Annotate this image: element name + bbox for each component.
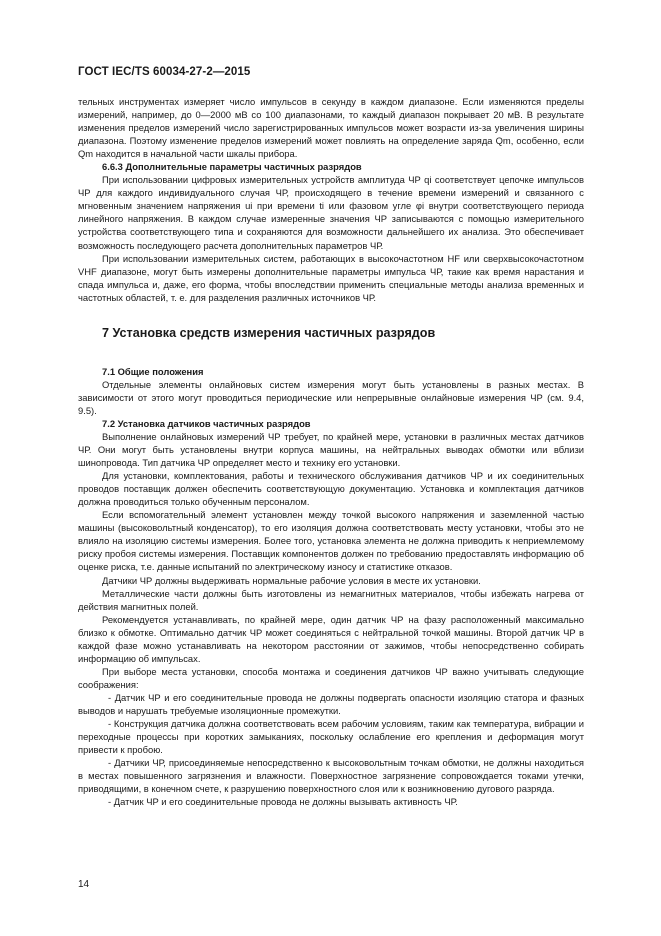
paragraph: Выполнение онлайновых измерений ЧР требует, по крайней мере, установки в различных местах датчиков ЧР. Они могут быть установлены внутри корпуса машины, на нейтральных выводах обмотки или вблизи шинопровода. Тип датчика ЧР определяет место и технику его установки.: [78, 430, 584, 469]
paragraph: Датчики ЧР должны выдерживать нормальные рабочие условия в месте их установки.: [102, 574, 481, 586]
list-item: - Датчик ЧР и его соединительные провода не должны подвергать опасности изоляцию статора и фазных выводов и нарушать требуемые изоляционные промежутки.: [78, 691, 584, 716]
list-item: - Датчик ЧР и его соединительные провода не должны вызывать активность ЧР.: [108, 796, 458, 808]
list-item: - Датчики ЧР, присоединяемые непосредственно к высоковольтным точкам обмотки, не должны находиться в местах повышенного загрязнения и влажности. Поверхностное загрязнение сопровождается токами утечки, приводящими, в конечном счете, к разрушению поверхностного слоя или к возникновению дугового разряда.: [78, 757, 584, 795]
section-6-6-3-heading: 6.6.3 Дополнительные параметры частичных разрядов: [102, 161, 362, 173]
paragraph: Рекомендуется устанавливать, по крайней мере, один датчик ЧР на фазу расположенный максимально близко к обмотке. Оптимально датчик ЧР может соединяться с нейтральной точкой машины. Второй датчик ЧР в каждой фазе можно устанавливать на некотором расстоянии от зажимов, чтобы непосредственно собирать информацию об импульсах.: [78, 613, 584, 664]
paragraph: При использовании цифровых измерительных устройств амплитуда ЧР qi соответствует цепочке импульсов ЧР для каждого индивидуального случая ЧР, происходящего в течение времени измерений и связанного с мгновенным значением напряжения ui при времени ti или фазовом угле φi внутри соответствующего периода линейного напряжения. В каждом случае измеренные значения ЧР записываются с помощью измерительного устройства соответствующего типа и сохраняются для возможности дальнейшего их анализа. Это обеспечивает возможность последующего расчета дополнительных параметров ЧР.: [78, 174, 584, 251]
paragraph: Металлические части должны быть изготовлены из немагнитных материалов, чтобы избежать нагрева от действия магнитных полей.: [78, 587, 584, 612]
page-header: ГОСТ IEC/TS 60034-27-2—2015: [78, 66, 251, 78]
paragraph: При использовании измерительных систем, работающих в высокочастотном HF или сверхвысокочастотном VHF диапазоне, могут быть измерены дополнительные параметры импульса ЧР, такие как время нарастания и спада импульса и, даже, его форма, чтобы впоследствии применить специальные методы анализа временных и частотных областей, т. е. для разделения различных источников ЧР.: [78, 252, 584, 303]
list-item: - Конструкция датчика должна соответствовать всем рабочим условиям, таким как температура, вибрации и переходные процессы при коротких замыканиях, поскольку ослабление его крепления и деформация могут привести к пробою.: [78, 718, 584, 756]
section-7-heading: 7 Установка средств измерения частичных разрядов: [102, 325, 436, 340]
paragraph: При выборе места установки, способа монтажа и соединения датчиков ЧР важно учитывать следующие соображения:: [78, 665, 584, 690]
paragraph-continued: тельных инструментах измеряет число импульсов в секунду в каждом диапазоне. Если изменяются пределы измерений, например, до 0—2000 мВ со 100 диапазонами, то каждый диапазон покрывает 20 мВ. В результате изменения пределов измерений число зарегистрированных импульсов может возрасти из-за увеличения ширины диапазона. Поэтому изменение пределов измерений может повлиять на определение заряда Qm, особенно, если Qm находится в начальной части шкалы прибора.: [78, 96, 584, 160]
paragraph: Отдельные элементы онлайновых систем измерения могут быть установлены в разных местах. В зависимости от этого могут проводиться периодические или непрерывные онлайновые измерения ЧР (см. 9.4, 9.5).: [78, 378, 584, 416]
page-body: [78, 95, 584, 808]
paragraph: Если вспомогательный элемент установлен между точкой высокого напряжения и заземленной частью машины (высоковольтный конденсатор), то его изоляция должна соответствовать месту установки, чтобы это не влияло на изоляцию системы измерения. Более того, установка элемента не должна приводить к неприемлемому риску пробоя системы измерения. Поставщик компонентов должен по требованию предоставлять информацию об оценке риска, т.е. данные испытаний по электрическому износу и статистике отказов.: [78, 509, 584, 573]
page-number: 14: [78, 879, 90, 890]
section-7-2-heading: 7.2 Установка датчиков частичных разрядов: [102, 417, 311, 429]
section-7-1-heading: 7.1 Общие положения: [102, 365, 204, 377]
paragraph: Для установки, комплектования, работы и технического обслуживания датчиков ЧР и их соединительных проводов поставщик должен обеспечить соответствующую документацию. Установка и комплектация датчиков должна проводиться только обученным персоналом.: [78, 470, 584, 508]
